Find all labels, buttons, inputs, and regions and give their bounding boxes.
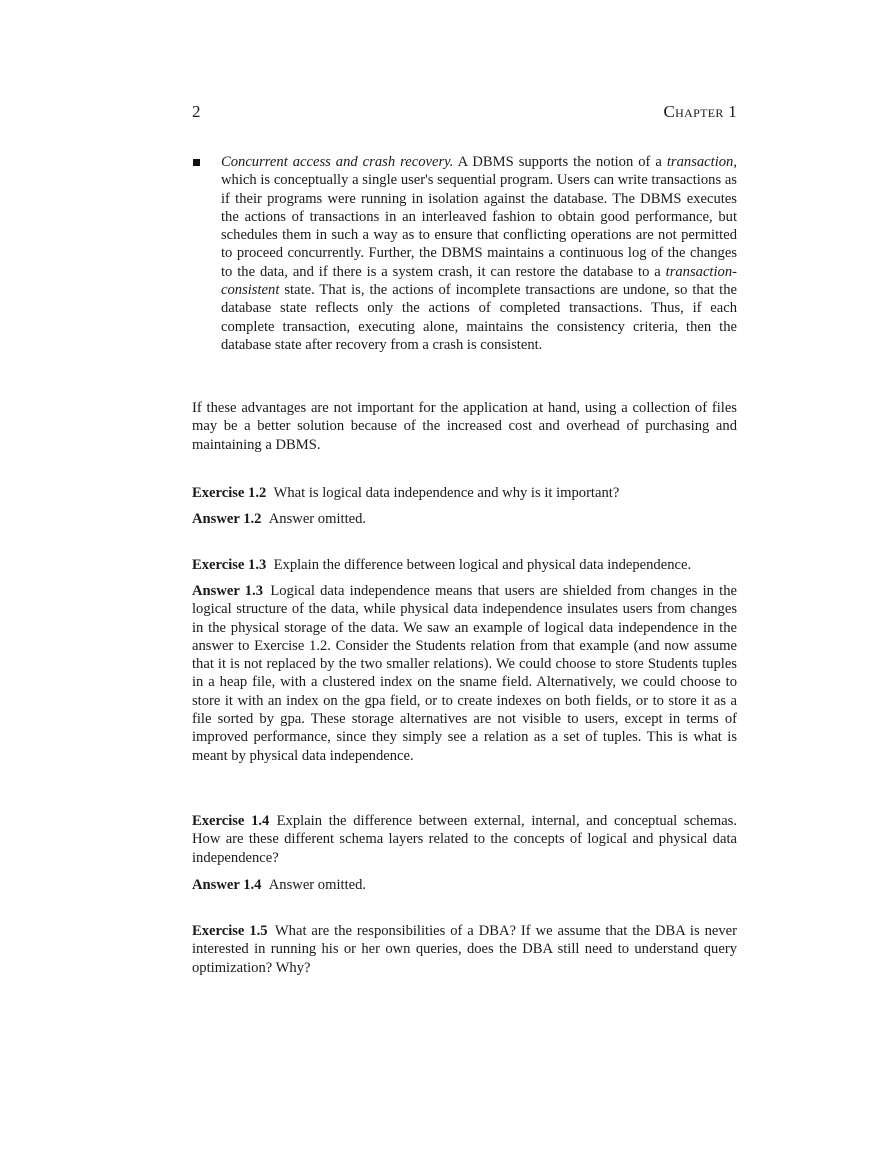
bullet-text-2: , which is conceptually a single user's sequential program. Users can write transactions as if their programs were running in isolation against the database. The DBMS executes the actions of transactions in an interleaved fashion to obtain good performance, but schedules them in such a way as to ensure that conflicting operations are not permitted to proceed concurrently. Further, the DBMS maintains a continuous log of the changes to the data, and if there is a system crash, it can restore the database to a xyxy=(221,154,738,280)
answer-text: Logical data independence means that users are shielded from changes in the logical structure of the data, while physical data independence insulates users from changes in the physical storage of the data. We saw an example of logical data independence in the answer to Exercise 1.2. Consider the Students relation from that example (and now assume that it is not replaced by the two smaller relations). We could choose to store Students tuples in a heap file, with a clustered index on the sname field. Alternatively, we could choose to store it with an index on the gpa field, or to create indexes on both fields, or to store it as a file sorted by gpa. These storage alternatives are not visible to users, except in terms of improved performance, since they simply see a relation as a set of tuples. This is what is meant by physical data independence. xyxy=(192,583,737,764)
exercise-label: Exercise 1.4 xyxy=(192,813,270,829)
bullet-lead-italic: Concurrent access and crash recovery. xyxy=(221,154,454,170)
running-header xyxy=(192,102,737,124)
exercise-text: What is logical data independence and why is it important? xyxy=(273,485,620,501)
answer-1-2 xyxy=(192,510,737,528)
answer-label: Answer 1.3 xyxy=(192,583,264,599)
term-transaction: transaction xyxy=(666,154,734,170)
exercise-label: Exercise 1.2 xyxy=(192,485,267,501)
answer-text: Answer omitted. xyxy=(268,877,367,893)
exercise-1-4 xyxy=(192,812,737,867)
chapter-title: Chapter 1 xyxy=(663,102,737,121)
bullet-item-text xyxy=(221,153,737,354)
answer-label: Answer 1.4 xyxy=(192,877,262,893)
exercise-text: Explain the difference between external, internal, and conceptual schemas. How are these different schema layers related to the concepts of logical and physical data independence? xyxy=(192,813,737,866)
exercise-1-3 xyxy=(192,556,737,574)
exercise-text: Explain the difference between logical and physical data independence. xyxy=(273,557,692,573)
term-transaction-consistent: transaction-consistent xyxy=(221,263,737,299)
exercise-label: Exercise 1.5 xyxy=(192,923,268,939)
bullet-text-1: A DBMS supports the notion of a xyxy=(453,154,667,170)
square-bullet-icon xyxy=(193,159,200,166)
exercise-label: Exercise 1.3 xyxy=(192,557,267,573)
answer-1-4 xyxy=(192,876,737,894)
advantages-paragraph: If these advantages are not important for the application at hand, using a collection of files may be a better solution because of the increased cost and overhead of purchasing and maintaining a DBMS. xyxy=(192,400,737,453)
answer-1-3 xyxy=(192,582,737,765)
exercise-1-5 xyxy=(192,922,737,977)
exercise-text: What are the responsibilities of a DBA? If we assume that the DBA is never interested in running his or her own queries, does the DBA still need to understand query optimization? Why? xyxy=(192,923,737,976)
bullet-item-concurrent-access xyxy=(192,153,737,354)
answer-label: Answer 1.2 xyxy=(192,511,262,527)
bullet-text-3: state. That is, the actions of incomplete transactions are undone, so that the database state reflects only the actions of completed transactions. Thus, if each complete transaction, executing alone, maintains the consistency criteria, then the database state after recovery from a crash is consistent. xyxy=(221,282,737,353)
exercise-1-2 xyxy=(192,484,737,502)
page-number: 2 xyxy=(192,102,201,121)
answer-text: Answer omitted. xyxy=(268,511,367,527)
